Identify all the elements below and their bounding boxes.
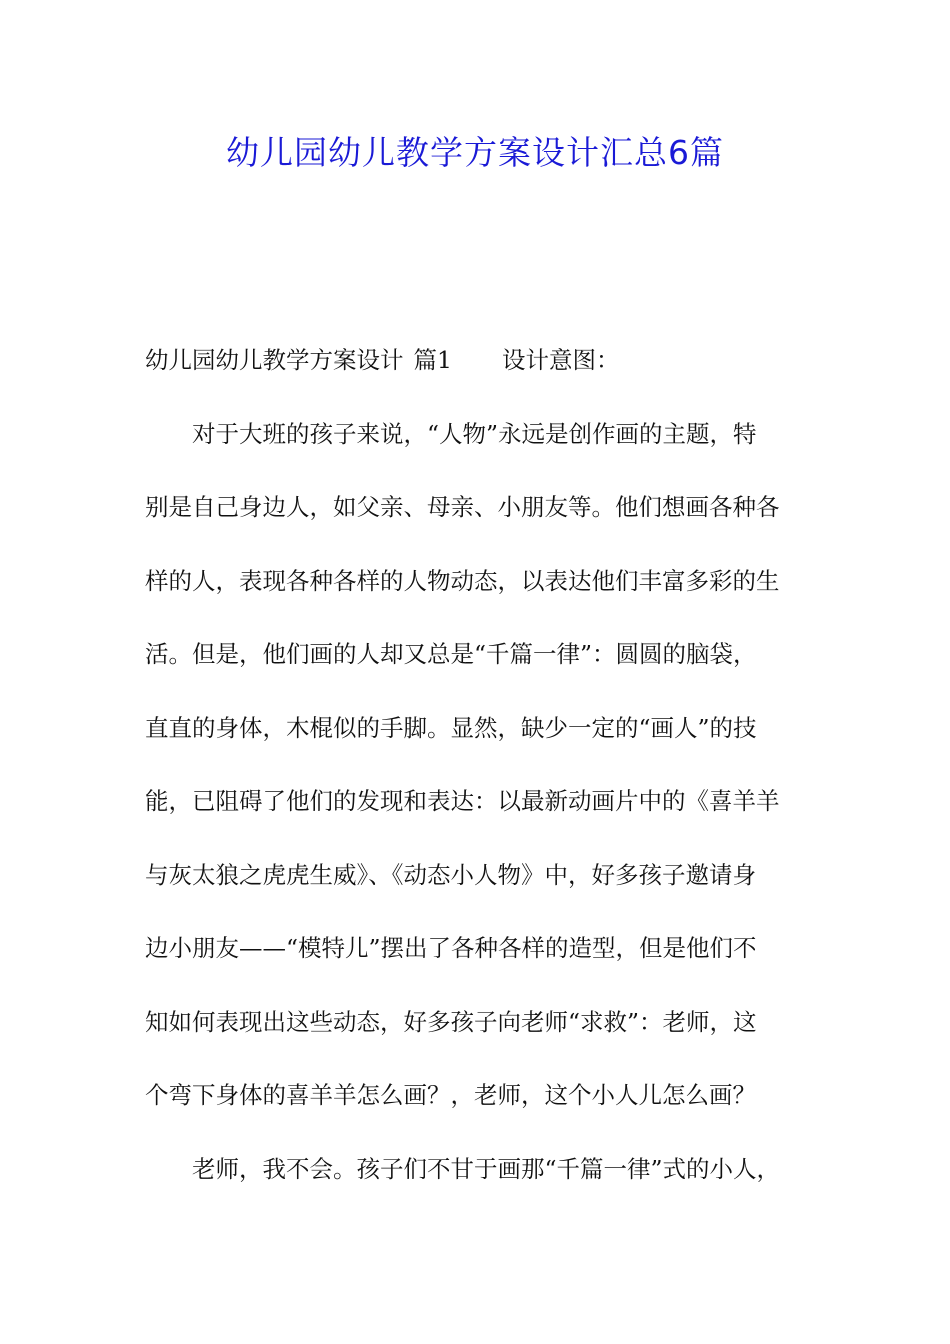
plan-part: 篇1 (413, 346, 452, 374)
paragraph-line: 能，已阻碍了他们的发现和表达：以最新动画片中的《喜羊羊 (145, 787, 780, 815)
paragraph-line: 直直的身体，木棍似的手脚。显然，缺少一定的“画人”的技 (145, 713, 757, 742)
paragraph-line: 知如何表现出这些动态，好多孩子向老师“求救”：老师，这 (145, 1007, 757, 1036)
paragraph-line: 对于大班的孩子来说，“人物”永远是创作画的主题，特 (192, 419, 757, 448)
paragraph-line: 活。但是，他们画的人却又总是“千篇一律”：圆圆的脑袋， (145, 640, 757, 668)
paragraph-line: 样的人，表现各种各样的人物动态，以表达他们丰富多彩的生 (145, 566, 780, 595)
document-body (145, 340, 815, 1222)
section-heading-line (145, 340, 815, 414)
paragraph-line: 边小朋友——“模特儿”摆出了各种各样的造型，但是他们不 (145, 934, 757, 962)
paragraph-line: 别是自己身边人，如父亲、母亲、小朋友等。他们想画各种各 (145, 493, 780, 521)
document-title: 幼儿园幼儿教学方案设计汇总6篇 (226, 133, 724, 172)
plan-name: 幼儿园幼儿教学方案设计 (145, 346, 404, 374)
paragraph-line: 与灰太狼之虎虎生威》、《动态小人物》中，好多孩子邀请身 (145, 860, 756, 889)
paragraph-line: 老师，我不会。孩子们不甘于画那“千篇一律”式的小人， (192, 1154, 781, 1183)
section-label: 设计意图： (501, 346, 620, 374)
paragraph-line: 个弯下身体的喜羊羊怎么画？，老师，这个小人儿怎么画？ (145, 1081, 756, 1109)
